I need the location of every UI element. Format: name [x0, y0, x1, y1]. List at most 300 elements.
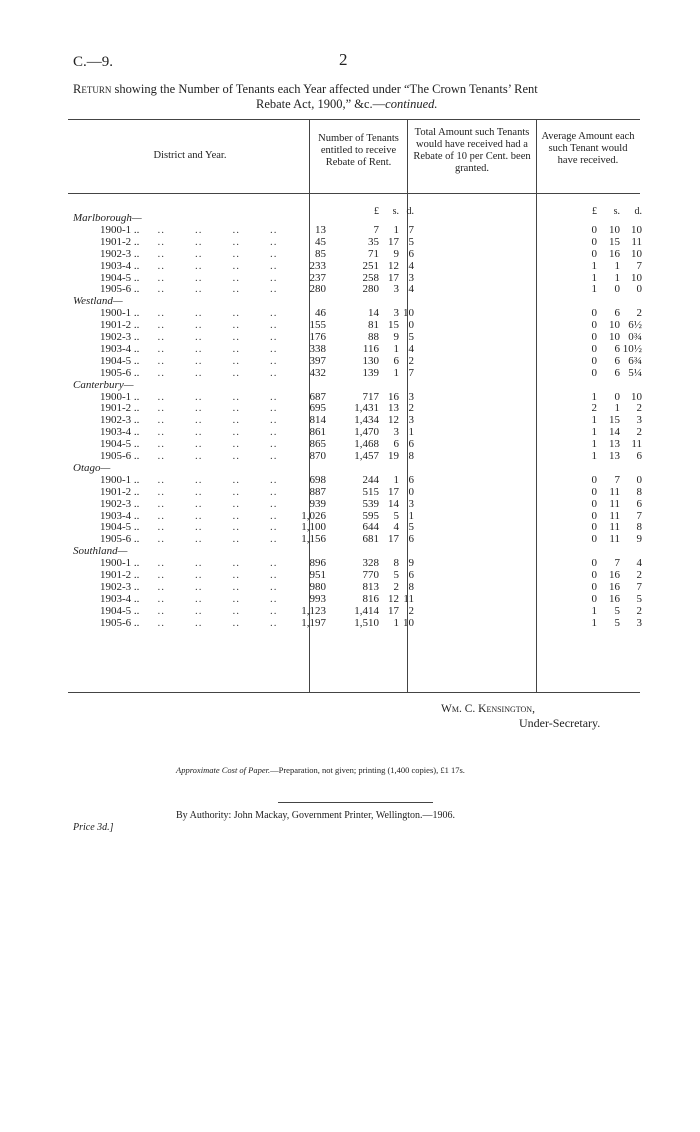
tenants-cell: 155 — [309, 319, 326, 332]
tenants-cell: 870 — [309, 450, 326, 462]
year-cell: 1905-6 .. — [100, 616, 140, 629]
year-cell: 1901-2 .. — [100, 402, 140, 415]
average-shillings-cell: 14 — [609, 426, 620, 439]
total-pounds-cell: 1,468 — [354, 438, 379, 451]
total-pounds-cell: 813 — [362, 580, 379, 593]
table-row — [0, 260, 700, 272]
leader-dots: .. .. .. .. — [150, 235, 278, 248]
average-pence-cell: 0 — [636, 283, 642, 296]
total-pence-cell: 4 — [408, 283, 414, 296]
total-shillings-cell: 13 — [388, 402, 399, 415]
unit-pounds: £ — [374, 206, 379, 217]
cost-note — [176, 765, 465, 775]
average-pence-cell: 8 — [636, 521, 642, 534]
tenants-cell: 687 — [309, 390, 326, 403]
average-pence-cell: 6 — [636, 450, 642, 462]
total-shillings-cell: 3 — [393, 426, 399, 439]
total-shillings-cell: 6 — [393, 354, 399, 367]
tenants-cell: 861 — [309, 426, 326, 439]
average-pounds-cell: 0 — [591, 319, 597, 332]
table-title-continued — [256, 97, 438, 112]
average-shillings-cell: 16 — [609, 580, 620, 593]
leader-dots: .. .. .. .. — [150, 414, 278, 427]
total-pence-cell: 11 — [403, 592, 414, 605]
leader-dots: .. .. .. .. — [150, 533, 278, 546]
total-pounds-cell: 71 — [368, 247, 379, 260]
table-row — [0, 331, 700, 343]
average-pounds-cell: 0 — [591, 521, 597, 534]
year-cell: 1904-5 .. — [100, 271, 140, 284]
total-shillings-cell: 3 — [393, 307, 399, 320]
district-name: Marlborough— — [73, 212, 142, 224]
average-pounds-cell: 0 — [591, 331, 597, 343]
total-pounds-cell: 595 — [362, 509, 379, 522]
average-pounds-cell: 0 — [591, 533, 597, 546]
total-shillings-cell: 9 — [393, 247, 399, 260]
average-shillings-cell: 11 — [609, 509, 620, 522]
leader-dots: .. .. .. .. — [150, 616, 278, 629]
year-cell: 1900-1 .. — [100, 223, 140, 236]
tenants-cell: 45 — [315, 235, 326, 248]
total-pounds-cell: 1,414 — [354, 604, 379, 617]
table-row — [0, 605, 700, 617]
tenants-cell: 397 — [309, 354, 326, 367]
column-header-average: Average Amount each such Tenant would have received. — [541, 131, 635, 166]
average-pounds-cell: 0 — [591, 247, 597, 260]
average-shillings-cell: 6 — [614, 354, 620, 367]
table-row — [0, 414, 700, 426]
total-pounds-cell: 816 — [362, 592, 379, 605]
leader-dots: .. .. .. .. — [150, 366, 278, 379]
table-header-rule — [68, 193, 640, 194]
total-shillings-cell: 5 — [393, 509, 399, 522]
table-row — [0, 272, 700, 284]
leader-dots: .. .. .. .. — [150, 223, 278, 236]
total-pounds-cell: 770 — [362, 569, 379, 581]
average-pounds-cell: 1 — [591, 616, 597, 629]
total-pounds-cell: 280 — [362, 283, 379, 296]
average-shillings-cell: 1 — [614, 271, 620, 284]
average-pence-cell: 3 — [636, 414, 642, 427]
average-shillings-cell: 13 — [609, 438, 620, 451]
tenants-cell: 1,026 — [301, 509, 326, 522]
total-pounds-cell: 1,434 — [354, 414, 379, 427]
average-pence-cell: 5 — [636, 592, 642, 605]
average-pence-cell: 10 — [631, 390, 642, 403]
leader-dots: .. .. .. .. — [150, 307, 278, 320]
district-name: Canterbury— — [73, 378, 134, 391]
total-pounds-cell: 681 — [362, 533, 379, 546]
tenants-cell: 338 — [309, 342, 326, 355]
year-cell: 1903-4 .. — [100, 342, 140, 355]
average-pounds-cell: 0 — [591, 342, 597, 355]
average-pounds-cell: 0 — [591, 509, 597, 522]
total-pounds-cell: 1,470 — [354, 426, 379, 439]
total-pence-cell: 4 — [408, 342, 414, 355]
average-shillings-cell: 16 — [609, 569, 620, 581]
page-number: 2 — [339, 50, 348, 69]
column-header-district: District and Year. — [153, 150, 227, 161]
leader-dots: .. .. .. .. — [150, 473, 278, 486]
total-pence-cell: 2 — [408, 354, 414, 367]
title-continued: continued. — [385, 97, 438, 111]
tenants-cell: 865 — [309, 438, 326, 451]
total-pounds-cell: 81 — [368, 319, 379, 332]
average-shillings-cell: 11 — [609, 497, 620, 510]
table-row — [0, 557, 700, 569]
table-row — [0, 426, 700, 438]
total-pence-cell: 10 — [403, 616, 414, 629]
table-title — [73, 82, 643, 97]
total-shillings-cell: 5 — [393, 569, 399, 581]
price: Price 3d.] — [73, 822, 114, 833]
table-row — [0, 617, 700, 629]
average-pounds-cell: 1 — [591, 390, 597, 403]
average-pounds-cell: 0 — [591, 557, 597, 570]
district-heading — [0, 212, 700, 224]
average-shillings-cell: 10 — [609, 331, 620, 343]
average-pence-cell: 4 — [636, 557, 642, 570]
total-pounds-cell: 35 — [368, 235, 379, 248]
table-row — [0, 569, 700, 581]
total-pence-cell: 3 — [408, 414, 414, 427]
year-cell: 1905-6 .. — [100, 283, 140, 296]
average-pence-cell: 2 — [636, 307, 642, 320]
average-shillings-cell: 1 — [614, 402, 620, 415]
signatory-name — [441, 703, 535, 715]
leader-dots: .. .. .. .. — [150, 509, 278, 522]
average-shillings-cell: 16 — [609, 592, 620, 605]
total-pounds-cell: 644 — [362, 521, 379, 534]
table-row — [0, 581, 700, 593]
tenants-cell: 233 — [309, 259, 326, 272]
average-pounds-cell: 1 — [591, 259, 597, 272]
total-shillings-cell: 16 — [388, 390, 399, 403]
average-pence-cell: 7 — [636, 509, 642, 522]
table-row — [0, 510, 700, 522]
tenants-cell: 1,100 — [301, 521, 326, 534]
total-pounds-cell: 1,510 — [354, 616, 379, 629]
average-shillings-cell: 10 — [609, 319, 620, 332]
year-cell: 1903-4 .. — [100, 592, 140, 605]
leader-dots: .. .. .. .. — [150, 319, 278, 332]
table-row — [0, 521, 700, 533]
district-heading — [0, 462, 700, 474]
total-shillings-cell: 4 — [393, 521, 399, 534]
year-cell: 1902-3 .. — [100, 414, 140, 427]
district-heading — [0, 379, 700, 391]
leader-dots: .. .. .. .. — [150, 283, 278, 296]
average-shillings-cell: 1 — [614, 259, 620, 272]
tenants-cell: 176 — [309, 331, 326, 343]
table-row — [0, 236, 700, 248]
total-pounds-cell: 139 — [362, 366, 379, 379]
leader-dots: .. .. .. .. — [150, 390, 278, 403]
leader-dots: .. .. .. .. — [150, 557, 278, 570]
total-pence-cell: 5 — [408, 521, 414, 534]
total-pounds-cell: 251 — [362, 259, 379, 272]
total-shillings-cell: 12 — [388, 592, 399, 605]
total-pence-cell: 6 — [408, 533, 414, 546]
average-pounds-cell: 0 — [591, 580, 597, 593]
average-pounds-cell: 0 — [591, 485, 597, 498]
total-pence-cell: 9 — [408, 557, 414, 570]
average-pounds-cell: 1 — [591, 450, 597, 462]
total-pounds-cell: 539 — [362, 497, 379, 510]
tenants-cell: 887 — [309, 485, 326, 498]
average-pence-cell: 0¾ — [628, 331, 642, 343]
series-code: C.—9. — [73, 54, 114, 70]
year-cell: 1905-6 .. — [100, 366, 140, 379]
year-cell: 1901-2 .. — [100, 485, 140, 498]
district-name: Southland— — [73, 545, 128, 558]
table-top-rule — [68, 119, 640, 120]
tenants-cell: 432 — [309, 366, 326, 379]
total-pence-cell: 3 — [408, 497, 414, 510]
year-cell: 1902-3 .. — [100, 580, 140, 593]
cost-label: Approximate Cost of Paper. — [176, 765, 271, 775]
year-cell: 1903-4 .. — [100, 426, 140, 439]
average-pence-cell: 0 — [636, 473, 642, 486]
title-prefix: Return — [73, 82, 112, 96]
average-pence-cell: 2 — [636, 604, 642, 617]
total-shillings-cell: 14 — [388, 497, 399, 510]
total-pence-cell: 3 — [408, 271, 414, 284]
total-pence-cell: 7 — [408, 366, 414, 379]
year-cell: 1900-1 .. — [100, 473, 140, 486]
total-pounds-cell: 116 — [362, 342, 379, 355]
total-shillings-cell: 15 — [388, 319, 399, 332]
total-pence-cell: 10 — [403, 307, 414, 320]
average-shillings-cell: 5 — [614, 616, 620, 629]
leader-dots: .. .. .. .. — [150, 247, 278, 260]
average-pounds-cell: 1 — [591, 271, 597, 284]
average-shillings-cell: 16 — [609, 247, 620, 260]
table-row — [0, 474, 700, 486]
total-shillings-cell: 3 — [393, 283, 399, 296]
year-cell: 1900-1 .. — [100, 557, 140, 570]
year-cell: 1903-4 .. — [100, 259, 140, 272]
tenants-cell: 85 — [315, 247, 326, 260]
total-pence-cell: 0 — [408, 319, 414, 332]
average-pence-cell: 3 — [636, 616, 642, 629]
table-row — [0, 438, 700, 450]
tenants-cell: 13 — [315, 223, 326, 236]
total-shillings-cell: 1 — [393, 616, 399, 629]
total-pounds-cell: 1,457 — [354, 450, 379, 462]
table-row — [0, 498, 700, 510]
leader-dots: .. .. .. .. — [150, 331, 278, 343]
average-shillings-cell: 15 — [609, 414, 620, 427]
year-cell: 1900-1 .. — [100, 390, 140, 403]
average-shillings-cell: 5 — [614, 604, 620, 617]
average-pounds-cell: 0 — [591, 307, 597, 320]
total-shillings-cell: 1 — [393, 473, 399, 486]
table-row — [0, 391, 700, 403]
average-shillings-cell: 11 — [609, 485, 620, 498]
leader-dots: .. .. .. .. — [150, 497, 278, 510]
total-pounds-cell: 258 — [362, 271, 379, 284]
title-line-2: Rebate Act, 1900,” &c.— — [256, 97, 386, 111]
total-shillings-cell: 9 — [393, 331, 399, 343]
average-pounds-cell: 0 — [591, 366, 597, 379]
average-pence-cell: 10 — [631, 247, 642, 260]
district-name: Otago— — [73, 461, 111, 474]
signatory-name-text: Wm. C. Kensington, — [441, 703, 535, 715]
leader-dots: .. .. .. .. — [150, 438, 278, 451]
leader-dots: .. .. .. .. — [150, 569, 278, 581]
table-row — [0, 533, 700, 545]
unit-pounds: £ — [592, 206, 597, 217]
year-cell: 1902-3 .. — [100, 247, 140, 260]
leader-dots: .. .. .. .. — [150, 402, 278, 415]
column-header-tenants: Number of Tenants entitled to receive Rebate of Rent. — [318, 133, 399, 168]
total-shillings-cell: 1 — [393, 223, 399, 236]
average-pence-cell: 10 — [631, 271, 642, 284]
year-cell: 1905-6 .. — [100, 450, 140, 462]
table-row — [0, 355, 700, 367]
leader-dots: .. .. .. .. — [150, 521, 278, 534]
total-shillings-cell: 1 — [393, 342, 399, 355]
total-shillings-cell: 12 — [388, 259, 399, 272]
total-pounds-cell: 717 — [362, 390, 379, 403]
total-shillings-cell: 8 — [393, 557, 399, 570]
average-pence-cell: 11 — [631, 438, 642, 451]
total-pounds-cell: 1,431 — [354, 402, 379, 415]
average-pounds-cell: 1 — [591, 604, 597, 617]
table-row — [0, 283, 700, 295]
year-cell: 1904-5 .. — [100, 521, 140, 534]
year-cell: 1901-2 .. — [100, 319, 140, 332]
total-pence-cell: 6 — [408, 569, 414, 581]
total-shillings-cell: 17 — [388, 235, 399, 248]
table-row — [0, 593, 700, 605]
tenants-cell: 1,156 — [301, 533, 326, 546]
total-shillings-cell: 17 — [388, 485, 399, 498]
leader-dots: .. .. .. .. — [150, 485, 278, 498]
year-cell: 1904-5 .. — [100, 438, 140, 451]
total-pounds-cell: 130 — [362, 354, 379, 367]
total-pence-cell: 1 — [408, 426, 414, 439]
leader-dots: .. .. .. .. — [150, 450, 278, 462]
year-cell: 1904-5 .. — [100, 604, 140, 617]
average-pounds-cell: 0 — [591, 223, 597, 236]
total-pence-cell: 6 — [408, 438, 414, 451]
average-pounds-cell: 0 — [591, 354, 597, 367]
total-pence-cell: 6 — [408, 247, 414, 260]
average-pounds-cell: 0 — [591, 235, 597, 248]
table-row — [0, 224, 700, 236]
average-shillings-cell: 7 — [614, 557, 620, 570]
average-pence-cell: 6 — [636, 497, 642, 510]
average-pence-cell: 11 — [631, 235, 642, 248]
total-shillings-cell: 17 — [388, 271, 399, 284]
total-pence-cell: 5 — [408, 235, 414, 248]
average-pounds-cell: 1 — [591, 426, 597, 439]
printer-authority: By Authority: John Mackay, Government Printer, Wellington.—1906. — [176, 810, 456, 821]
table-row — [0, 343, 700, 355]
tenants-cell: 698 — [309, 473, 326, 486]
title-line-1: showing the Number of Tenants each Year affected under “The Crown Tenants’ Rent — [114, 82, 538, 96]
total-pence-cell: 1 — [408, 509, 414, 522]
year-cell: 1904-5 .. — [100, 354, 140, 367]
tenants-cell: 814 — [309, 414, 326, 427]
district-heading — [0, 545, 700, 557]
total-pounds-cell: 88 — [368, 331, 379, 343]
total-shillings-cell: 2 — [393, 580, 399, 593]
year-cell: 1902-3 .. — [100, 497, 140, 510]
average-pounds-cell: 0 — [591, 497, 597, 510]
unit-shillings: s. — [613, 206, 620, 217]
average-pence-cell: 6½ — [628, 319, 642, 332]
leader-dots: .. .. .. .. — [150, 342, 278, 355]
average-pounds-cell: 0 — [591, 569, 597, 581]
tenants-cell: 980 — [309, 580, 326, 593]
unit-pence: d. — [634, 206, 642, 217]
average-shillings-cell: 11 — [609, 533, 620, 546]
unit-pence: d. — [406, 206, 414, 217]
average-pence-cell: 10½ — [622, 342, 642, 355]
average-pence-cell: 6¾ — [628, 354, 642, 367]
total-pounds-cell: 515 — [362, 485, 379, 498]
leader-dots: .. .. .. .. — [150, 426, 278, 439]
average-pounds-cell: 2 — [591, 402, 597, 415]
signatory-title: Under-Secretary. — [519, 716, 601, 730]
total-pence-cell: 2 — [408, 402, 414, 415]
tenants-cell: 237 — [309, 271, 326, 284]
average-shillings-cell: 0 — [614, 283, 620, 296]
average-shillings-cell: 6 — [614, 342, 620, 355]
leader-dots: .. .. .. .. — [150, 580, 278, 593]
district-heading — [0, 295, 700, 307]
total-pence-cell: 3 — [408, 390, 414, 403]
average-shillings-cell: 6 — [614, 307, 620, 320]
total-pence-cell: 0 — [408, 485, 414, 498]
total-pounds-cell: 244 — [362, 473, 379, 486]
table-row — [0, 248, 700, 260]
leader-dots: .. .. .. .. — [150, 259, 278, 272]
average-shillings-cell: 11 — [609, 521, 620, 534]
total-pence-cell: 8 — [408, 580, 414, 593]
average-pence-cell: 2 — [636, 426, 642, 439]
total-pence-cell: 4 — [408, 259, 414, 272]
average-pounds-cell: 1 — [591, 414, 597, 427]
average-pence-cell: 9 — [636, 533, 642, 546]
total-pounds-cell: 328 — [362, 557, 379, 570]
average-pence-cell: 2 — [636, 569, 642, 581]
average-pence-cell: 2 — [636, 402, 642, 415]
tenants-cell: 46 — [315, 307, 326, 320]
total-pence-cell: 7 — [408, 223, 414, 236]
total-pence-cell: 2 — [408, 604, 414, 617]
average-pounds-cell: 0 — [591, 473, 597, 486]
year-cell: 1903-4 .. — [100, 509, 140, 522]
average-pounds-cell: 1 — [591, 283, 597, 296]
table-row — [0, 402, 700, 414]
total-pence-cell: 8 — [408, 450, 414, 462]
average-pence-cell: 7 — [636, 580, 642, 593]
table-row — [0, 486, 700, 498]
unit-shillings: s. — [392, 206, 399, 217]
total-pounds-cell: 7 — [373, 223, 379, 236]
tenants-cell: 280 — [309, 283, 326, 296]
total-pence-cell: 5 — [408, 331, 414, 343]
district-name: Westland— — [73, 295, 123, 308]
table-row — [0, 319, 700, 331]
total-pence-cell: 6 — [408, 473, 414, 486]
table-row — [0, 367, 700, 379]
leader-dots: .. .. .. .. — [150, 271, 278, 284]
